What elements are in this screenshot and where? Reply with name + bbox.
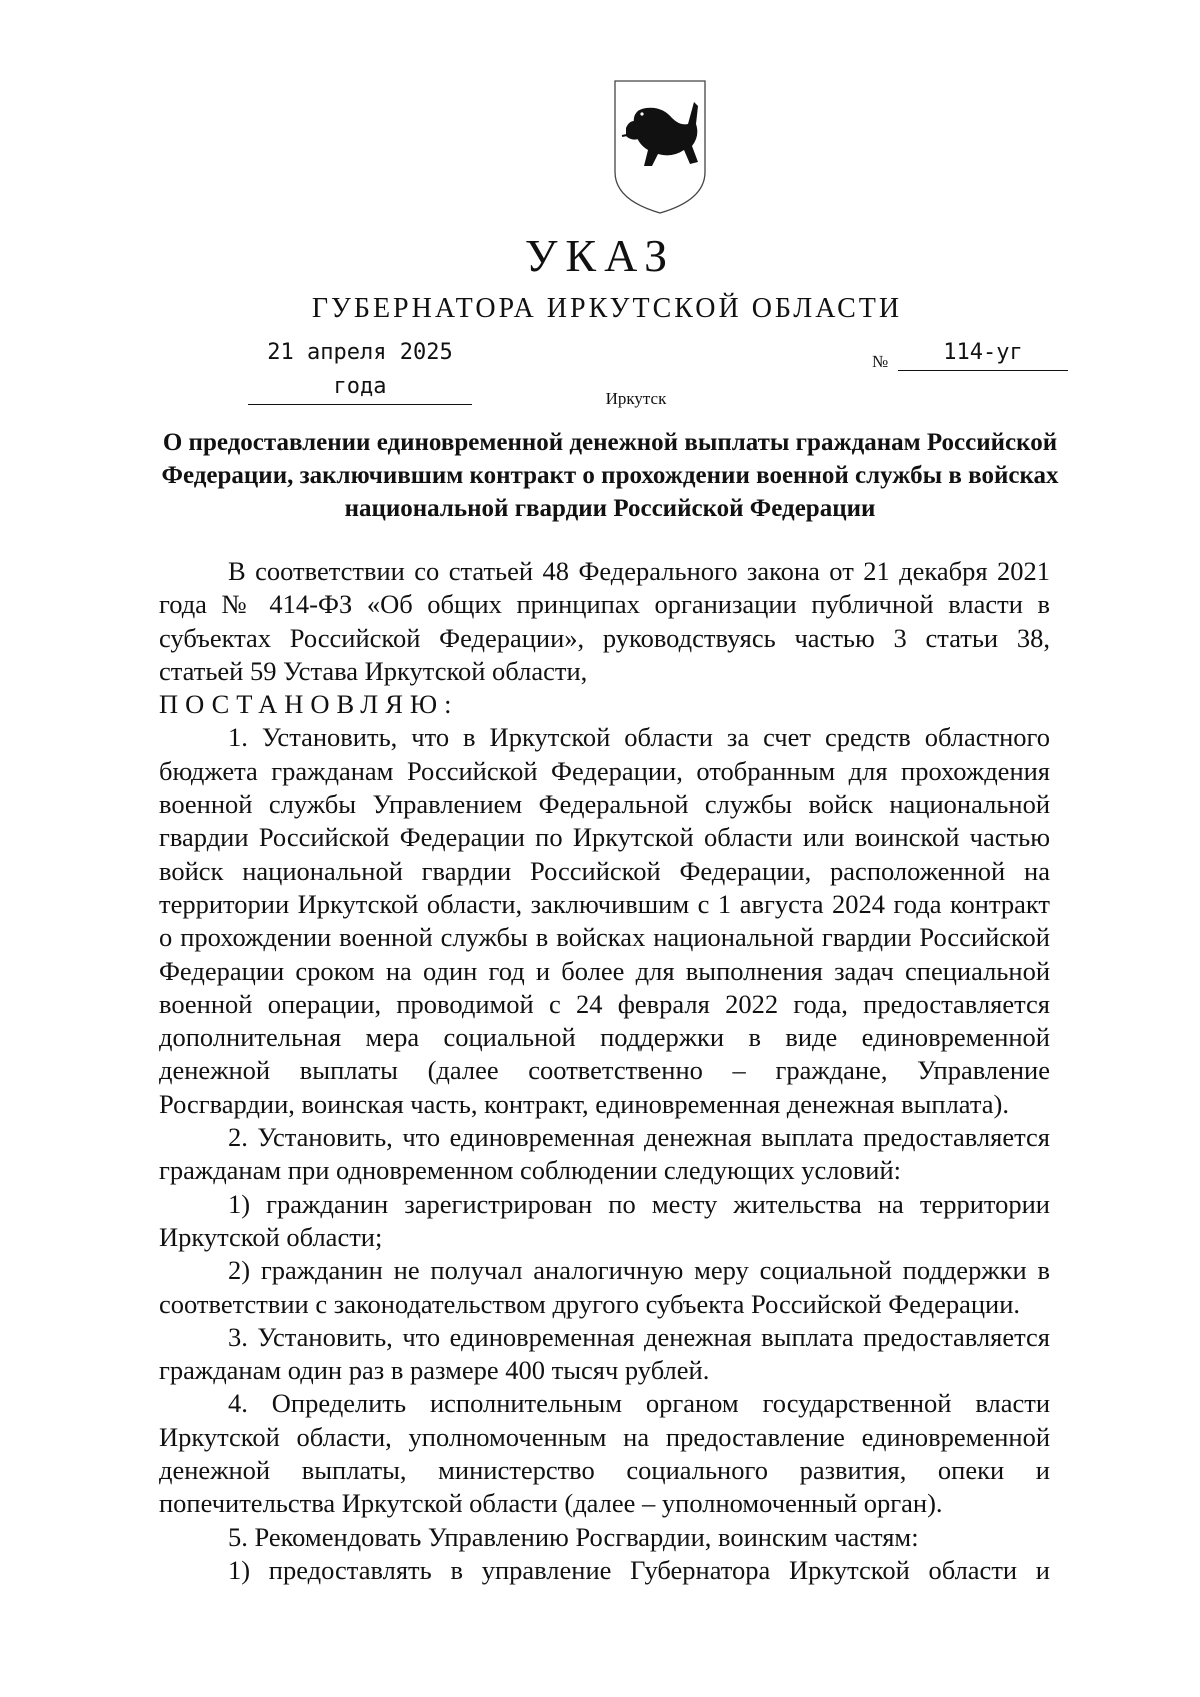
document-number: 114-уг (898, 336, 1068, 371)
paragraph-4: 4. Определить исполнительным органом государственной власти Иркутской области, уполномоченным на предоставление единовременной денежной выплаты, министерство социального развития, опеки и попечительства Иркутской области (далее – уполномоченный орган). (159, 1388, 1050, 1519)
preamble-paragraph: В соответствии со статьей 48 Федерального закона от 21 декабря 2021 года № 414-ФЗ «Об общих принципах организации публичной власти в субъектах Российской Федерации», руководствуясь частью 3 статьи 38, статьей 59 Устава Иркутской области, (159, 556, 1050, 686)
paragraph-2: 2. Установить, что единовременная денежная выплата предоставляется гражданам при одновременном соблюдении следующих условий: (159, 1122, 1050, 1186)
paragraph-5-item-1: 1) предоставлять в управление Губернатора Иркутской области и (228, 1554, 1050, 1585)
document-city: Иркутск (605, 389, 667, 408)
document-title: УКАЗ (524, 230, 676, 281)
document-subtitle: ГУБЕРНАТОРА ИРКУТСКОЙ ОБЛАСТИ (311, 293, 903, 324)
paragraph-1: 1. Установить, что в Иркутской области за счет средств областного бюджета гражданам Российской Федерации, отобранным для прохождения военной службы Управлением Федеральной службы войск национальной гвардии Российской Федерации по Иркутской области или воинской частью войск национальной гвардии Российской Федерации, расположенной на территории Иркутской области, заключившим с 1 августа 2024 года контракт о прохождении военной службы в войсках национальной гвардии Российской Федерации сроком на один год и более для выполнения задач специальной военной операции, проводимой с 24 февраля 2022 года, предоставляется дополнительная мера социальной поддержки в виде единовременной денежной выплаты (далее соответственно – граждане, Управление Росгвардии, воинская часть, контракт, единовременная денежная выплата). (159, 722, 1050, 1119)
document-heading: О предоставлении единовременной денежной выплаты гражданам Российской Федерации, заключившим контракт о прохождении военной службы в войсках национальной гвардии Российской Федерации (161, 429, 1059, 522)
paragraph-2-condition-2: 2) гражданин не получал аналогичную меру социальной поддержки в соответствии с законодательством другого субъекта Российской Федерации. (159, 1255, 1050, 1319)
number-label: № (872, 352, 889, 371)
irkutsk-coat-of-arms-icon (612, 78, 708, 216)
paragraph-3: 3. Установить, что единовременная денежная выплата предоставляется гражданам один раз в размере 400 тысяч рублей. (159, 1321, 1050, 1386)
document-date: 21 апреля 2025 года (248, 336, 472, 405)
document-body (159, 555, 1050, 1587)
paragraph-2-condition-1: 1) гражданин зарегистрирован по месту жительства на территории Иркутской области; (159, 1188, 1050, 1252)
paragraph-5: 5. Рекомендовать Управлению Росгвардии, воинским частям: (228, 1521, 919, 1552)
decree-word: ПОСТАНОВЛЯЮ: (159, 689, 459, 720)
